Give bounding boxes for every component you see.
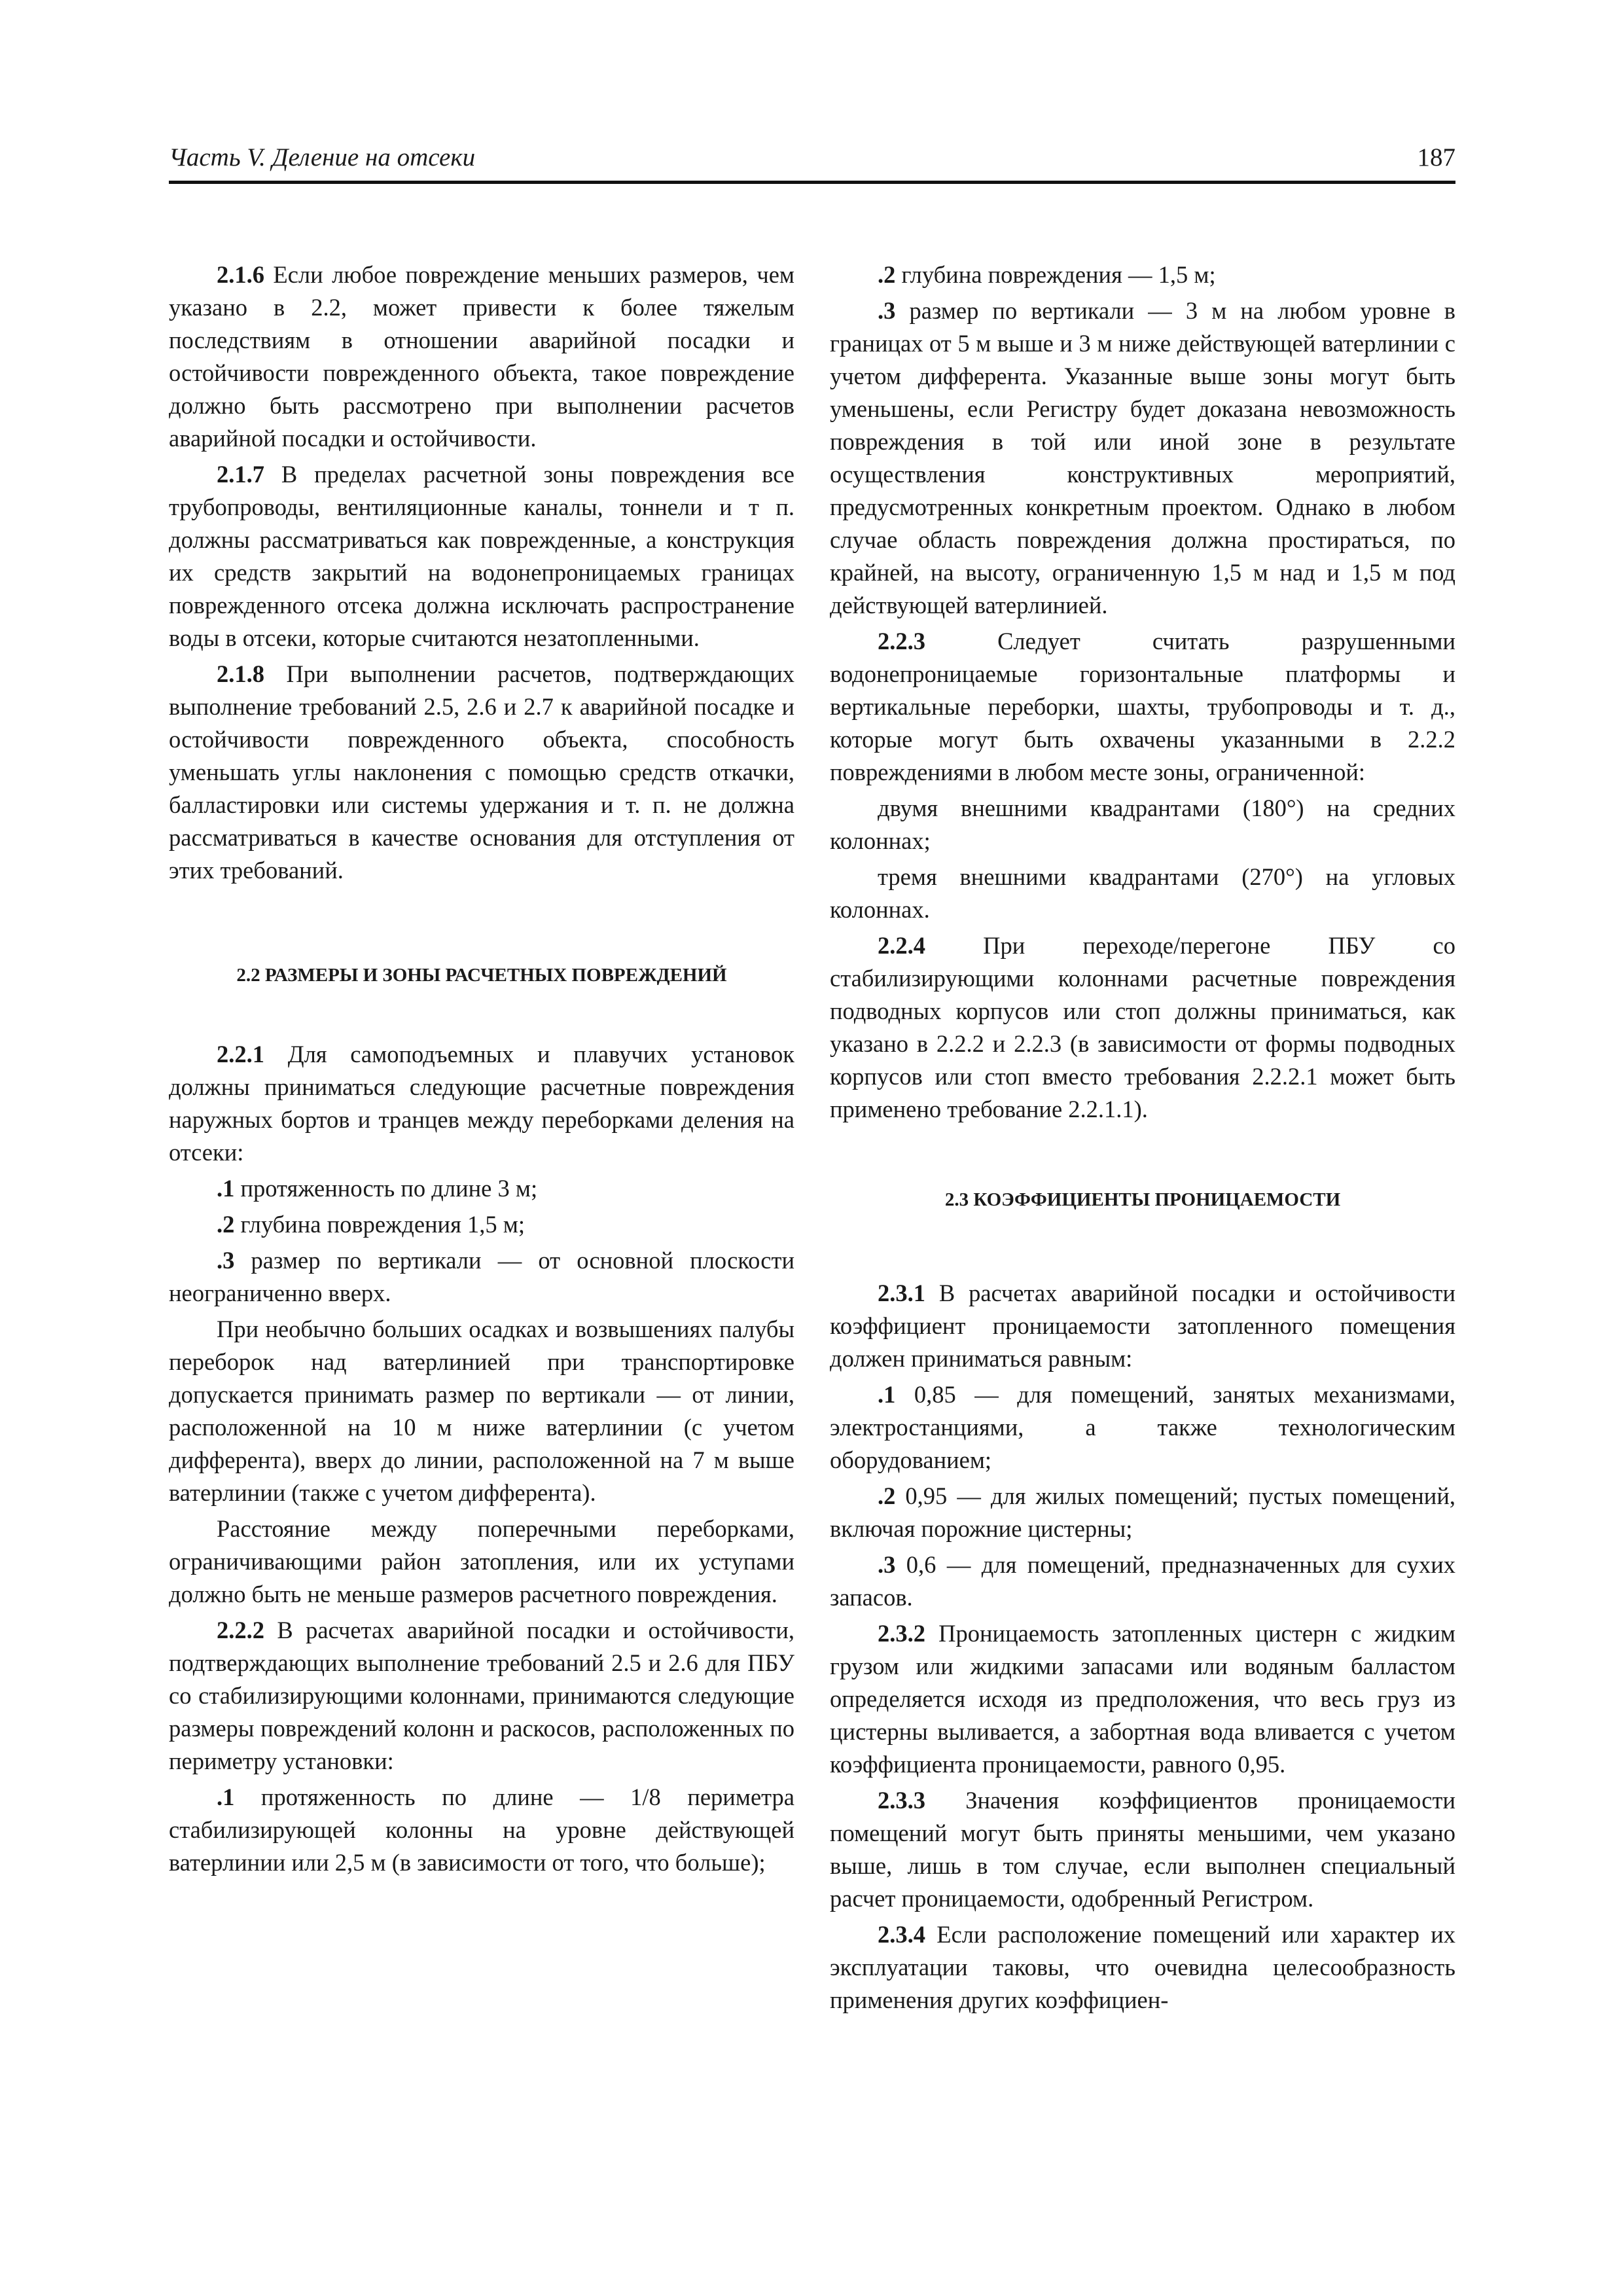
paragraph-2-3-3 <box>830 1784 1455 1915</box>
paragraph-text: Если расположение помещений или характер их эксплуатации таковы, что очевидна целесообразность применения других коэффициен- <box>830 1921 1455 2013</box>
paragraph-text: При переходе/перегоне ПБУ со стабилизирующими колоннами расчетные повреждения подводных корпусов или стоп должны приниматься, как указано в 2.2.2 и 2.2.3 (в зависимости от формы подводных корпусов или стоп вместо требования 2.2.2.1 может быть применено требование 2.2.1.1). <box>830 932 1455 1122</box>
paragraph-bulkhead-distance: Расстояние между поперечными переборками, ограничивающими район затопления, или их уступами должно быть не меньше размеров расчетного повреждения. <box>169 1515 794 1607</box>
item-number: .3 <box>878 1551 896 1578</box>
list-item: двумя внешними квадрантами (180°) на средних колоннах; <box>830 795 1455 854</box>
item-number: .2 <box>878 261 896 288</box>
list-item: тремя внешними квадрантами (270°) на угловых колоннах. <box>830 863 1455 923</box>
item-number: .3 <box>217 1247 235 1274</box>
paragraph-2-2-1 <box>169 1038 794 1169</box>
list-item <box>830 1549 1455 1614</box>
paragraph-2-1-8 <box>169 658 794 887</box>
clause-number: 2.2.3 <box>878 628 925 655</box>
running-header <box>169 143 1455 184</box>
item-text: размер по вертикали — 3 м на любом уровне в границах от 5 м выше и 3 м ниже действующей ватерлинии с учетом дифферента. Указанные выше зоны могут быть уменьшены, если Регистру будет доказана невозможность повреждения в той или иной зоне в результате осуществления конструктивных мероприятий, предусмотренных конкретным проектом. Однако в любом случае область повреждения должна простираться, по крайней, на высоту, ограниченную 1,5 м над и 1,5 м под действующей ватерлинией. <box>830 297 1455 619</box>
paragraph-text: Для самоподъемных и плавучих установок должны приниматься следующие расчетные повреждения наружных бортов и транцев между переборками деления на отсеки: <box>169 1041 794 1166</box>
item-number: .1 <box>217 1175 235 1202</box>
paragraph-text: Следует считать разрушенными водонепроницаемые горизонтальные платформы и вертикальные переборки, шахты, трубопроводы и т. д., которые могут быть охвачены указанными в 2.2.2 повреждениями в любом месте зоны, ограниченной: <box>830 628 1455 785</box>
paragraph-2-3-1 <box>830 1277 1455 1375</box>
page-number: 187 <box>1417 143 1455 171</box>
paragraph-text: При выполнении расчетов, подтверждающих выполнение требований 2.5, 2.6 и 2.7 к аварийной посадке и остойчивости поврежденного объекта, способность уменьшать углы наклонения с помощью средств откачки, балластировки или системы удержания и т. п. не должна рассматриваться в качестве основания для отступления от этих требований. <box>169 660 794 884</box>
paragraph-2-2-3 <box>830 625 1455 789</box>
clause-number: 2.3.1 <box>878 1280 925 1306</box>
clause-number: 2.3.2 <box>878 1620 925 1647</box>
item-text: глубина повреждения — 1,5 м; <box>895 261 1216 288</box>
paragraph-text: Проницаемость затопленных цистерн с жидким грузом или жидкими запасами или водяным балластом определяется исходя из предположения, что весь груз из цистерны выливается, а забортная вода вливается с учетом коэффициента проницаемости, равного 0,95. <box>830 1620 1455 1778</box>
item-number: .3 <box>878 297 896 324</box>
paragraph-text: Если любое повреждение меньших размеров, чем указано в 2.2, может привести к более тяжелым последствиям в отношении аварийной посадки и остойчивости поврежденного объекта, такое повреждение должно быть рассмотрено при выполнении расчетов аварийной посадки и остойчивости. <box>169 261 794 452</box>
paragraph-text: Значения коэффициентов проницаемости помещений могут быть приняты меньшими, чем указано выше, лишь в том случае, если выполнен специальный расчет проницаемости, одобренный Регистром. <box>830 1787 1455 1912</box>
item-text: глубина повреждения 1,5 м; <box>234 1211 525 1238</box>
paragraph-2-1-6 <box>169 259 794 455</box>
paragraph-2-3-2 <box>830 1617 1455 1781</box>
paragraph-2-2-2 <box>169 1614 794 1778</box>
clause-number: 2.3.4 <box>878 1921 925 1948</box>
clause-number: 2.1.6 <box>217 261 264 288</box>
section-heading-2-2: 2.2 РАЗМЕРЫ И ЗОНЫ РАСЧЕТНЫХ ПОВРЕЖДЕНИЙ <box>236 965 727 986</box>
paragraph-2-1-7 <box>169 458 794 655</box>
item-text: 0,95 — для жилых помещений; пустых помещений, включая порожние цистерны; <box>830 1482 1455 1542</box>
paragraph-text: В пределах расчетной зоны повреждения все трубопроводы, вентиляционные каналы, тоннели и т п. должны рассматриваться как поврежденные, а конструкция их средств закрытий на водонепроницаемых границах поврежденного отсека должна исключать распространение воды в отсеки, которые считаются незатопленными. <box>169 461 794 651</box>
item-text: 0,6 — для помещений, предназначенных для сухих запасов. <box>830 1551 1455 1611</box>
list-item <box>169 1244 794 1310</box>
paragraph-2-3-4 <box>830 1918 1455 2017</box>
item-number: .1 <box>217 1784 235 1810</box>
clause-number: 2.2.4 <box>878 932 925 959</box>
paragraph-text: В расчетах аварийной посадки и остойчивости коэффициент проницаемости затопленного помещения должен приниматься равным: <box>830 1280 1455 1372</box>
section-heading-2-3: 2.3 КОЭФФИЦИЕНТЫ ПРОНИЦАЕМОСТИ <box>944 1189 1341 1210</box>
clause-number: 2.2.2 <box>217 1617 264 1643</box>
item-text: протяженность по длине — 1/8 периметра стабилизирующей колонны на уровне действующей ватерлинии или 2,5 м (в зависимости от того, что больше); <box>169 1784 794 1876</box>
list-item <box>830 1378 1455 1477</box>
item-number: .2 <box>217 1211 235 1238</box>
clause-number: 2.3.3 <box>878 1787 925 1814</box>
clause-number: 2.1.8 <box>217 660 264 687</box>
paragraph-text: В расчетах аварийной посадки и остойчивости, подтверждающих выполнение требований 2.5 и 2.6 для ПБУ со стабилизирующими колоннами, принимаются следующие размеры повреждений колонн и раскосов, расположенных по периметру установки: <box>169 1617 794 1774</box>
item-text: 0,85 — для помещений, занятых механизмами, электростанциями, а также технологическим оборудованием; <box>830 1381 1455 1473</box>
header-title: Часть V. Деление на отсеки <box>169 143 476 171</box>
item-text: протяженность по длине 3 м; <box>234 1175 538 1202</box>
clause-number: 2.1.7 <box>217 461 264 488</box>
list-item <box>169 1208 794 1241</box>
clause-number: 2.2.1 <box>217 1041 264 1067</box>
list-item <box>169 1781 794 1879</box>
list-item <box>830 1480 1455 1545</box>
list-item <box>830 295 1455 622</box>
item-number: .1 <box>878 1381 896 1408</box>
list-item <box>830 259 1455 291</box>
item-number: .2 <box>878 1482 896 1509</box>
paragraph-2-2-4 <box>830 929 1455 1126</box>
left-column <box>169 259 794 1882</box>
list-item <box>169 1172 794 1205</box>
right-column <box>830 259 1455 2020</box>
paragraph-unusual-drafts: При необычно больших осадках и возвышениях палубы переборок над ватерлинией при транспортировке допускается принимать размер по вертикали — от линии, расположенной на 10 м ниже ватерлинии (с учетом дифферента), вверх до линии, расположенной на 7 м выше ватерлинии (также с учетом дифферента). <box>169 1316 794 1506</box>
item-text: размер по вертикали — от основной плоскости неограниченно вверх. <box>169 1247 794 1306</box>
